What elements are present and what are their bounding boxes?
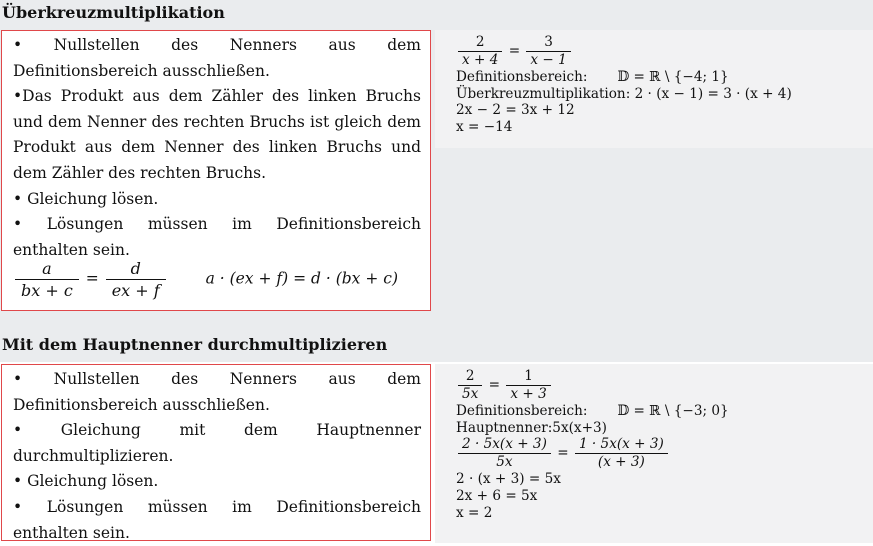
cross-multiplication-line: Überkreuzmultiplikation: 2 · (x − 1) = 3 · (x + 4)	[456, 85, 792, 102]
fraction-numerator: 1	[506, 368, 550, 386]
fraction-denominator: x + 4	[462, 52, 499, 68]
fraction-numerator: a	[15, 258, 79, 280]
fraction-denominator: ex + f	[111, 281, 160, 301]
multiplied-equation	[456, 436, 873, 471]
equation-right-fraction	[526, 34, 570, 69]
rule-box-main-denominator	[1, 364, 431, 541]
domain-value: 𝔻 = ℝ \ {−3; 0}	[617, 403, 729, 419]
domain-label: Definitionsbereich:	[456, 69, 588, 85]
example-equation	[456, 368, 873, 403]
fraction-denominator: x + 3	[510, 386, 547, 402]
domain-line	[456, 69, 873, 86]
example-equation	[456, 34, 873, 69]
rule-item: • Nullstellen des Nenners aus dem Definitionsbereich ausschließen.	[13, 36, 421, 80]
solution-result: x = −14	[456, 119, 513, 136]
section-heading-main-denominator: Mit dem Hauptnenner durchmultiplizieren	[2, 335, 388, 354]
fraction-numerator: 2	[458, 368, 482, 386]
fraction-numerator: 3	[526, 34, 570, 52]
equals-sign: =	[557, 445, 569, 462]
fraction-numerator: 2	[458, 34, 502, 52]
formula-left-fraction	[15, 258, 79, 301]
domain-value: 𝔻 = ℝ \ {−4; 1}	[617, 69, 729, 85]
general-formula	[13, 258, 421, 301]
solution-result: x = 2	[456, 504, 493, 521]
fraction-numerator: d	[106, 258, 166, 280]
rule-item: • Gleichung lösen.	[13, 189, 159, 208]
equation-left-fraction	[458, 34, 502, 69]
multiplied-right-fraction	[575, 436, 668, 471]
rule-item: • Gleichung lösen.	[13, 472, 159, 491]
section-heading-cross-multiplication: Überkreuzmultiplikation	[2, 3, 225, 22]
equals-sign: =	[488, 377, 501, 393]
fraction-denominator: 5x	[462, 386, 479, 402]
fraction-denominator: bx + c	[21, 281, 73, 301]
rule-item: • Lösungen müssen im Definitionsbereich enthalten sein.	[13, 497, 421, 542]
multiplied-left-fraction	[458, 436, 551, 471]
equals-sign: =	[508, 43, 521, 59]
domain-line	[456, 403, 873, 420]
main-denominator-line: Hauptnenner:5x(x+3)	[456, 419, 607, 436]
solution-step: 2x + 6 = 5x	[456, 488, 538, 505]
fraction-numerator: 1 · 5x(x + 3)	[575, 436, 668, 454]
fraction-denominator: (x + 3)	[597, 454, 645, 471]
solution-step: 2x − 2 = 3x + 12	[456, 102, 575, 119]
fraction-denominator: 5x	[496, 454, 513, 471]
rule-item: • Lösungen müssen im Definitionsbereich enthalten sein.	[13, 215, 421, 259]
example-main-denominator	[435, 364, 873, 543]
example-cross-multiplication	[435, 30, 873, 148]
domain-label: Definitionsbereich:	[456, 403, 588, 419]
solution-step: 2 · (x + 3) = 5x	[456, 471, 561, 488]
formula-right-fraction	[106, 258, 166, 301]
equals-sign: =	[85, 269, 99, 288]
fraction-denominator: x − 1	[530, 52, 567, 68]
rule-box-cross-multiplication	[1, 30, 431, 311]
rule-item: •Das Produkt aus dem Zähler des linken Bruchs und dem Nenner des rechten Bruchs ist gleich dem Produkt aus dem Nenner des linken Bruchs und dem Zähler des rechten Bruchs.	[13, 87, 421, 182]
rule-item: • Gleichung mit dem Hauptnenner durchmultiplizieren.	[13, 421, 421, 465]
cross-product-formula: a · (ex + f) = d · (bx + c)	[205, 269, 398, 288]
rule-item: • Nullstellen des Nenners aus dem Definitionsbereich ausschließen.	[13, 370, 421, 414]
equation-left-fraction	[458, 368, 482, 403]
equation-right-fraction	[506, 368, 550, 403]
fraction-numerator: 2 · 5x(x + 3)	[458, 436, 551, 454]
